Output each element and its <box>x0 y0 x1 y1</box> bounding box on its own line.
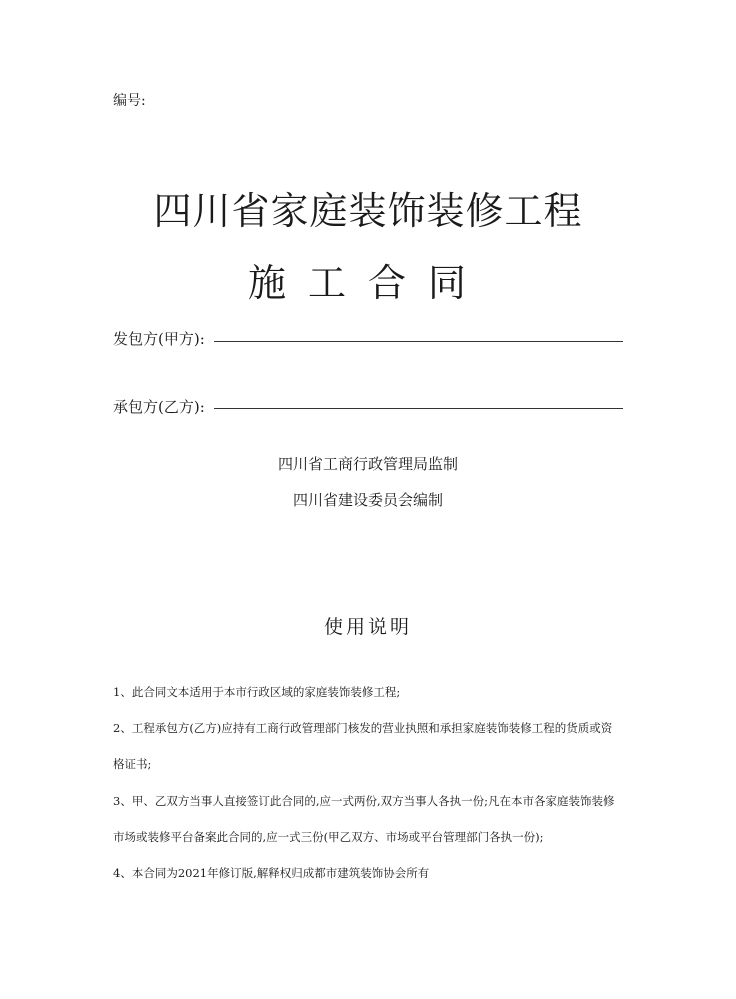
contract-title-line1: 四川省家庭装饰装修工程 <box>153 189 583 233</box>
instructions-heading: 使用说明 <box>323 616 412 638</box>
serial-number-label: 编号: <box>113 93 146 109</box>
instruction-line: 1、此合同文本适用于本市行政区域的家庭装饰装修工程; <box>113 685 401 699</box>
instruction-line: 2、工程承包方(乙方)应持有工商行政管理部门核发的营业执照和承担家庭装饰装修工程的货质或资 <box>113 721 613 735</box>
party-a-label: 发包方(甲方): <box>113 330 205 348</box>
party-b-blank-line <box>214 408 623 409</box>
instruction-line: 格证书; <box>113 757 152 771</box>
supervising-authority: 四川省工商行政管理局监制 <box>277 455 458 473</box>
party-a-blank-line <box>214 341 623 342</box>
party-b-label: 承包方(乙方): <box>113 398 205 416</box>
instruction-line: 市场或装修平台备案此合同的,应一式三份(甲乙双方、市场或平台管理部门各执一份); <box>113 830 544 844</box>
instruction-line: 3、甲、乙双方当事人直接签订此合同的,应一式两份,双方当事人各执一份;凡在本市各家庭装饰装修 <box>113 794 615 808</box>
compiling-authority: 四川省建设委员会编制 <box>292 491 443 509</box>
contract-title-line2: 施工合同 <box>248 261 489 305</box>
instruction-line: 4、本合同为2021年修订版,解释权归成都市建筑装饰协会所有 <box>113 866 430 880</box>
